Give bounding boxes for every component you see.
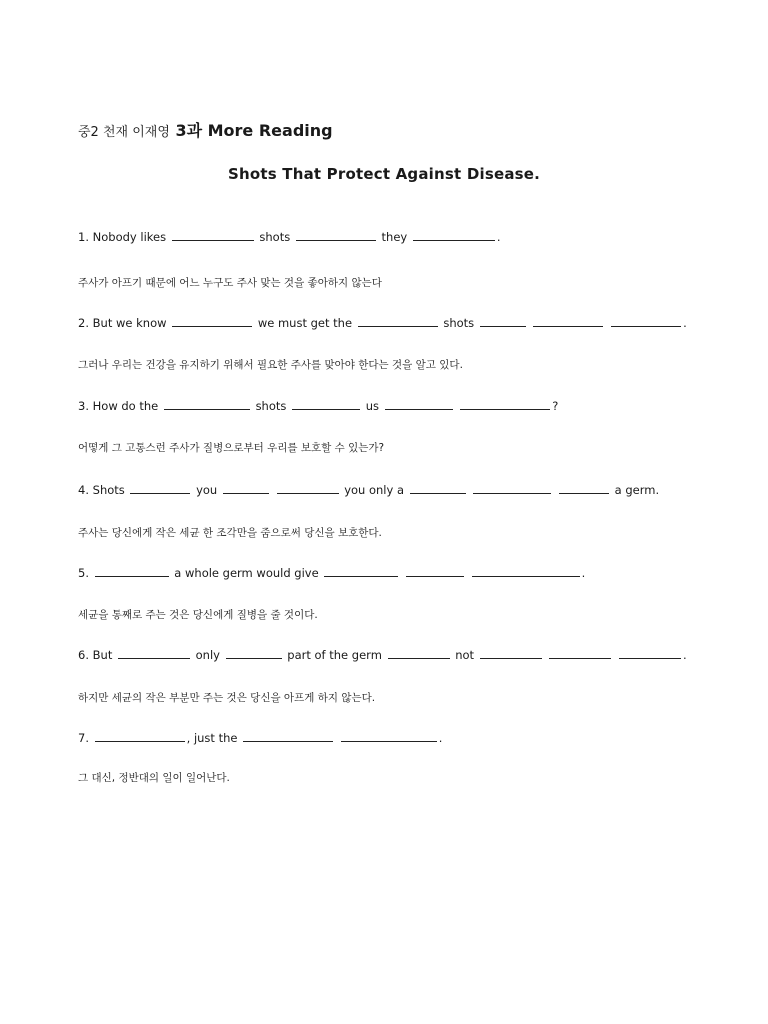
item-5-sentence [78, 565, 585, 581]
answer-blank[interactable] [118, 647, 190, 659]
worksheet-title: Shots That Protect Against Disease. [227, 165, 541, 183]
answer-blank[interactable] [172, 229, 254, 241]
header-prefix: 중2 천재 이재영 [78, 125, 170, 140]
answer-blank[interactable] [95, 730, 185, 742]
answer-blank[interactable] [296, 229, 376, 241]
item-text: shots [255, 399, 287, 413]
answer-blank[interactable] [226, 647, 282, 659]
item-2-sentence [78, 315, 687, 331]
item-text: . [683, 316, 687, 330]
item-3-translation: 어떻게 그 고통스런 주사가 질병으로부터 우리를 보호할 수 있는가? [78, 442, 385, 454]
item-number: 5. [78, 566, 89, 580]
item-text: But we know [92, 316, 167, 330]
answer-blank[interactable] [460, 398, 550, 410]
item-6-translation: 하지만 세균의 작은 부분만 주는 것은 당신을 아프게 하지 않는다. [78, 692, 376, 704]
item-text: . [438, 731, 443, 745]
item-number: 2. [78, 316, 89, 330]
answer-blank[interactable] [324, 565, 398, 577]
item-6-sentence [78, 647, 687, 663]
answer-blank[interactable] [172, 315, 252, 327]
item-4-translation: 주사는 당신에게 작은 세균 한 조각만을 줌으로써 당신을 보호한다. [78, 527, 382, 539]
answer-blank[interactable] [473, 482, 551, 494]
answer-blank[interactable] [619, 647, 681, 659]
answer-blank[interactable] [341, 730, 437, 742]
answer-blank[interactable] [480, 315, 526, 327]
item-number: 6. [78, 648, 89, 662]
answer-blank[interactable] [410, 482, 466, 494]
item-text: But [92, 648, 113, 662]
item-text: shots [259, 230, 291, 244]
item-text: only [195, 648, 220, 662]
item-number: 4. [78, 483, 89, 497]
answer-blank[interactable] [164, 398, 250, 410]
answer-blank[interactable] [292, 398, 360, 410]
answer-blank[interactable] [413, 229, 495, 241]
item-text: they [381, 230, 408, 244]
answer-blank[interactable] [533, 315, 603, 327]
item-text: How do the [92, 399, 159, 413]
item-text: . [496, 230, 501, 244]
answer-blank[interactable] [223, 482, 269, 494]
answer-blank[interactable] [480, 647, 542, 659]
answer-blank[interactable] [406, 565, 464, 577]
item-text: we must get the [257, 316, 353, 330]
answer-blank[interactable] [130, 482, 190, 494]
item-text: not [455, 648, 475, 662]
worksheet-header [78, 118, 333, 141]
item-5-translation: 세균을 통째로 주는 것은 당신에게 질병을 줄 것이다. [78, 609, 318, 621]
item-number: 7. [78, 731, 89, 745]
item-3-sentence [78, 398, 558, 414]
item-text: , just the [186, 731, 238, 745]
item-text: . [683, 648, 687, 662]
answer-blank[interactable] [95, 565, 169, 577]
item-text: you [196, 483, 218, 497]
item-text: ? [552, 399, 559, 413]
answer-blank[interactable] [388, 647, 450, 659]
answer-blank[interactable] [611, 315, 681, 327]
item-7-sentence [78, 730, 442, 746]
item-text: . [581, 566, 586, 580]
item-1-sentence [78, 229, 501, 245]
answer-blank[interactable] [472, 565, 580, 577]
item-2-translation: 그러나 우리는 건강을 유지하기 위해서 필요한 주사를 맞아야 한다는 것을 알고 있다. [78, 359, 463, 371]
item-number: 3. [78, 399, 89, 413]
item-text: shots [443, 316, 475, 330]
item-text: us [365, 399, 379, 413]
header-lesson: 3과 More Reading [175, 121, 333, 140]
item-text: Shots [92, 483, 125, 497]
item-text: you only a [344, 483, 405, 497]
answer-blank[interactable] [385, 398, 453, 410]
item-text: Nobody likes [92, 230, 167, 244]
item-1-translation: 주사가 아프기 때문에 어느 누구도 주사 맞는 것을 좋아하지 않는다 [78, 277, 382, 289]
item-number: 1. [78, 230, 89, 244]
item-text: part of the germ [287, 648, 382, 662]
item-text: a germ. [614, 483, 660, 497]
answer-blank[interactable] [559, 482, 609, 494]
item-text: a whole germ would give [174, 566, 319, 580]
answer-blank[interactable] [277, 482, 339, 494]
item-7-translation: 그 대신, 정반대의 일이 일어난다. [78, 772, 230, 784]
answer-blank[interactable] [549, 647, 611, 659]
answer-blank[interactable] [358, 315, 438, 327]
answer-blank[interactable] [243, 730, 333, 742]
item-4-sentence [78, 482, 659, 498]
